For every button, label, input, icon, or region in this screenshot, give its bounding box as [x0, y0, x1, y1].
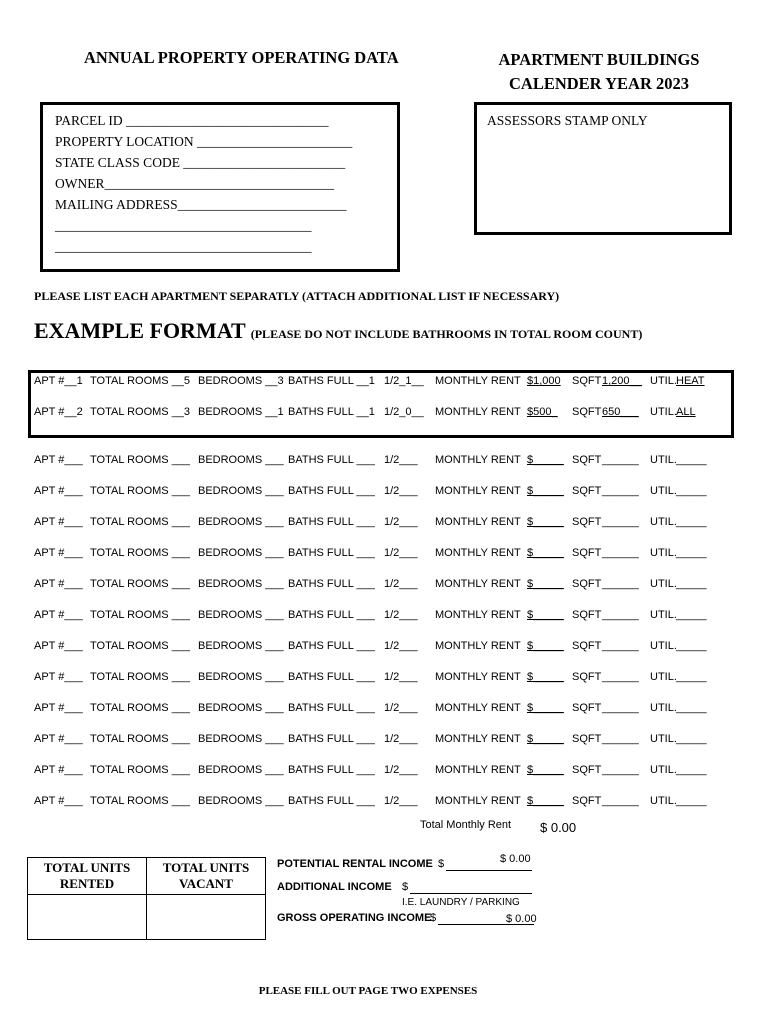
bedrooms[interactable]: BEDROOMS ___	[198, 516, 284, 528]
total-rooms[interactable]: TOTAL ROOMS ___	[90, 547, 191, 559]
monthly-rent-label: MONTHLY RENT	[435, 764, 521, 776]
mailing-address-line-3[interactable]: ______________________________________	[55, 239, 312, 254]
util-label: UTIL.	[650, 516, 677, 528]
monthly-rent-value[interactable]: $_____	[527, 640, 564, 652]
monthly-rent-label: MONTHLY RENT	[435, 733, 521, 745]
total-rooms[interactable]: TOTAL ROOMS ___	[90, 702, 191, 714]
util-label: UTIL.	[650, 547, 677, 559]
bedrooms[interactable]: BEDROOMS ___	[198, 547, 284, 559]
sqft-label: SQFT	[572, 375, 602, 387]
baths-half[interactable]: 1/2___	[384, 578, 418, 590]
apt-number[interactable]: APT #___	[34, 454, 83, 466]
units-table-header	[28, 858, 266, 895]
bedrooms[interactable]: BEDROOMS ___	[198, 578, 284, 590]
sqft-value[interactable]: 650___	[602, 406, 639, 418]
monthly-rent-value[interactable]: $_____	[527, 609, 564, 621]
total-rooms[interactable]: TOTAL ROOMS ___	[90, 609, 191, 621]
potential-income-label: POTENTIAL RENTAL INCOME	[277, 858, 433, 870]
util-label: UTIL.	[650, 702, 677, 714]
bedrooms[interactable]: BEDROOMS ___	[198, 795, 284, 807]
sqft-value[interactable]: ______	[602, 702, 639, 714]
sqft-label: SQFT	[572, 671, 602, 683]
baths-half[interactable]: 1/2___	[384, 609, 418, 621]
monthly-rent-label: MONTHLY RENT	[435, 795, 521, 807]
util-label: UTIL.	[650, 406, 677, 418]
potential-income-value[interactable]: $ 0.00	[500, 853, 531, 865]
sqft-value[interactable]: ______	[602, 516, 639, 528]
sqft-label: SQFT	[572, 547, 602, 559]
util-value[interactable]: _____	[676, 671, 707, 683]
bedrooms[interactable]: BEDROOMS ___	[198, 733, 284, 745]
potential-income-dollar: $	[438, 858, 445, 870]
util-value[interactable]: HEAT	[676, 375, 705, 387]
bedrooms[interactable]: BEDROOMS ___	[198, 764, 284, 776]
gross-income-label: GROSS OPERATING INCOME	[277, 912, 432, 924]
apt-number[interactable]: APT #___	[34, 547, 83, 559]
util-value[interactable]: _____	[676, 578, 707, 590]
monthly-rent-value[interactable]: $_____	[527, 733, 564, 745]
sqft-label: SQFT	[572, 406, 602, 418]
util-value[interactable]: _____	[676, 795, 707, 807]
owner-field[interactable]: OWNER__________________________________	[55, 176, 334, 191]
apartment-row	[0, 485, 770, 501]
monthly-rent-value[interactable]: $500_	[527, 406, 558, 418]
baths-half[interactable]: 1/2_1__	[384, 375, 424, 387]
instructions-text: PLEASE LIST EACH APARTMENT SEPARATLY (ATTACH ADDITIONAL LIST IF NECESSARY)	[34, 289, 560, 303]
monthly-rent-value[interactable]: $_____	[527, 485, 564, 497]
mailing-address-field[interactable]: MAILING ADDRESS_________________________	[55, 197, 347, 212]
baths-full[interactable]: BATHS FULL __1	[288, 375, 375, 387]
apartment-row	[0, 578, 770, 594]
total-rooms[interactable]: TOTAL ROOMS ___	[90, 485, 191, 497]
total-monthly-rent-label: Total Monthly Rent	[420, 819, 512, 831]
bedrooms[interactable]: BEDROOMS __3	[198, 375, 284, 387]
additional-income-label: ADDITIONAL INCOME	[277, 881, 392, 893]
baths-full[interactable]: BATHS FULL __1	[288, 406, 375, 418]
sqft-label: SQFT	[572, 454, 602, 466]
sqft-value[interactable]: ______	[602, 547, 639, 559]
baths-full[interactable]: BATHS FULL ___	[288, 640, 375, 652]
sqft-value[interactable]: ______	[602, 640, 639, 652]
total-rooms[interactable]: TOTAL ROOMS __5	[90, 375, 191, 387]
util-value[interactable]: _____	[676, 702, 707, 714]
sqft-value[interactable]: ______	[602, 578, 639, 590]
apartment-row	[0, 454, 770, 470]
sqft-label: SQFT	[572, 702, 602, 714]
baths-half[interactable]: 1/2_0__	[384, 406, 424, 418]
units-table	[27, 857, 266, 940]
monthly-rent-label: MONTHLY RENT	[435, 640, 521, 652]
sqft-value[interactable]: ______	[602, 764, 639, 776]
apartment-row	[0, 733, 770, 749]
util-label: UTIL.	[650, 485, 677, 497]
util-value[interactable]: _____	[676, 454, 707, 466]
util-value[interactable]: _____	[676, 485, 707, 497]
apt-number[interactable]: APT #___	[34, 733, 83, 745]
sqft-label: SQFT	[572, 485, 602, 497]
util-label: UTIL.	[650, 795, 677, 807]
baths-full[interactable]: BATHS FULL ___	[288, 578, 375, 590]
monthly-rent-label: MONTHLY RENT	[435, 454, 521, 466]
total-monthly-rent-value: $ 0.00	[540, 820, 577, 835]
baths-half[interactable]: 1/2___	[384, 733, 418, 745]
mailing-address-line-2[interactable]: ______________________________________	[55, 218, 312, 233]
form-subtitle	[486, 48, 712, 96]
apt-number[interactable]: APT #___	[34, 702, 83, 714]
util-value[interactable]: _____	[676, 733, 707, 745]
apt-number[interactable]: APT #___	[34, 764, 83, 776]
util-value[interactable]: ALL	[676, 406, 696, 418]
monthly-rent-label: MONTHLY RENT	[435, 671, 521, 683]
units-rented-line-2: RENTED	[59, 876, 115, 891]
apt-number[interactable]: APT #___	[34, 640, 83, 652]
units-table-values	[28, 895, 266, 940]
parcel-info-box	[40, 102, 400, 272]
total-rooms[interactable]: TOTAL ROOMS __3	[90, 406, 191, 418]
apt-number[interactable]: APT #__1	[34, 375, 83, 387]
sqft-label: SQFT	[572, 609, 602, 621]
total-rooms[interactable]: TOTAL ROOMS ___	[90, 795, 191, 807]
baths-full[interactable]: BATHS FULL ___	[288, 764, 375, 776]
monthly-rent-label: MONTHLY RENT	[435, 609, 521, 621]
apartment-row	[0, 795, 770, 811]
sqft-label: SQFT	[572, 764, 602, 776]
util-label: UTIL.	[650, 609, 677, 621]
util-label: UTIL.	[650, 671, 677, 683]
total-rooms[interactable]: TOTAL ROOMS ___	[90, 671, 191, 683]
potential-income-line	[446, 870, 532, 871]
monthly-rent-value[interactable]: $_____	[527, 454, 564, 466]
stamp-label: ASSESSORS STAMP ONLY	[487, 113, 648, 128]
total-rooms[interactable]: TOTAL ROOMS ___	[90, 733, 191, 745]
bedrooms[interactable]: BEDROOMS ___	[198, 454, 284, 466]
apartment-row	[0, 764, 770, 780]
sqft-value[interactable]: ______	[602, 454, 639, 466]
property-location-field[interactable]: PROPERTY LOCATION _______________________	[55, 134, 353, 149]
monthly-rent-value[interactable]: $_____	[527, 671, 564, 683]
monthly-rent-label: MONTHLY RENT	[435, 547, 521, 559]
baths-half[interactable]: 1/2___	[384, 640, 418, 652]
baths-full[interactable]: BATHS FULL ___	[288, 516, 375, 528]
bedrooms[interactable]: BEDROOMS ___	[198, 702, 284, 714]
apartment-row	[0, 702, 770, 718]
monthly-rent-label: MONTHLY RENT	[435, 375, 521, 387]
baths-full[interactable]: BATHS FULL ___	[288, 547, 375, 559]
additional-income-note: I.E. LAUNDRY / PARKING	[402, 897, 520, 908]
units-rented-header	[28, 858, 147, 895]
units-rented-line-1: TOTAL UNITS	[43, 860, 131, 875]
total-rooms[interactable]: TOTAL ROOMS ___	[90, 454, 191, 466]
baths-half[interactable]: 1/2___	[384, 454, 418, 466]
baths-half[interactable]: 1/2___	[384, 547, 418, 559]
total-rooms[interactable]: TOTAL ROOMS ___	[90, 578, 191, 590]
apartment-row	[0, 516, 770, 532]
util-label: UTIL.	[650, 375, 677, 387]
units-rented-input[interactable]	[28, 895, 147, 940]
footer-note: PLEASE FILL OUT PAGE TWO EXPENSES	[258, 985, 478, 997]
apt-number[interactable]: APT #___	[34, 578, 83, 590]
sqft-label: SQFT	[572, 578, 602, 590]
sqft-value[interactable]: ______	[602, 485, 639, 497]
baths-half[interactable]: 1/2___	[384, 671, 418, 683]
monthly-rent-value[interactable]: $_____	[527, 516, 564, 528]
form-title: ANNUAL PROPERTY OPERATING DATA	[84, 48, 399, 67]
units-vacant-input[interactable]	[147, 895, 266, 940]
apartment-row	[0, 640, 770, 656]
sqft-label: SQFT	[572, 733, 602, 745]
gross-income-dollar: $	[430, 912, 437, 924]
sqft-value[interactable]: ______	[602, 733, 639, 745]
example-apartment-row	[0, 406, 770, 422]
assessor-stamp-box	[474, 102, 732, 235]
monthly-rent-label: MONTHLY RENT	[435, 516, 521, 528]
baths-half[interactable]: 1/2___	[384, 795, 418, 807]
sqft-value[interactable]: ______	[602, 795, 639, 807]
util-value[interactable]: _____	[676, 609, 707, 621]
subtitle-line-2: CALENDER YEAR 2023	[509, 74, 689, 93]
monthly-rent-value[interactable]: $_____	[527, 764, 564, 776]
util-label: UTIL.	[650, 640, 677, 652]
monthly-rent-label: MONTHLY RENT	[435, 485, 521, 497]
bedrooms[interactable]: BEDROOMS __1	[198, 406, 284, 418]
baths-full[interactable]: BATHS FULL ___	[288, 671, 375, 683]
util-value[interactable]: _____	[676, 547, 707, 559]
total-rooms[interactable]: TOTAL ROOMS ___	[90, 640, 191, 652]
apt-number[interactable]: APT #___	[34, 671, 83, 683]
units-vacant-line-1: TOTAL UNITS	[162, 860, 250, 875]
util-value[interactable]: _____	[676, 764, 707, 776]
sqft-value[interactable]: ______	[602, 671, 639, 683]
baths-half[interactable]: 1/2___	[384, 485, 418, 497]
monthly-rent-label: MONTHLY RENT	[435, 406, 521, 418]
sqft-label: SQFT	[572, 640, 602, 652]
units-vacant-line-2: VACANT	[179, 876, 233, 891]
example-heading	[34, 318, 642, 344]
baths-half[interactable]: 1/2___	[384, 516, 418, 528]
util-label: UTIL.	[650, 733, 677, 745]
bedrooms[interactable]: BEDROOMS ___	[198, 485, 284, 497]
apt-number[interactable]: APT #___	[34, 795, 83, 807]
additional-income-input[interactable]	[410, 893, 532, 894]
baths-half[interactable]: 1/2___	[384, 702, 418, 714]
apartment-row	[0, 547, 770, 563]
util-label: UTIL.	[650, 454, 677, 466]
apartment-row	[0, 671, 770, 687]
monthly-rent-value[interactable]: $_____	[527, 702, 564, 714]
subtitle-line-1: APARTMENT BUILDINGS	[498, 50, 700, 69]
sqft-label: SQFT	[572, 516, 602, 528]
gross-income-value[interactable]: $ 0.00	[506, 913, 537, 925]
parcel-id-field[interactable]: PARCEL ID ______________________________	[55, 113, 329, 128]
sqft-value[interactable]: ______	[602, 609, 639, 621]
monthly-rent-value[interactable]: $_____	[527, 547, 564, 559]
example-title: EXAMPLE FORMAT	[34, 318, 246, 343]
bedrooms[interactable]: BEDROOMS ___	[198, 640, 284, 652]
additional-income-dollar: $	[402, 881, 409, 893]
sqft-value[interactable]: 1,200__	[602, 375, 642, 387]
example-apartment-row	[0, 375, 770, 391]
apt-number[interactable]: APT #__2	[34, 406, 83, 418]
util-label: UTIL.	[650, 578, 677, 590]
apt-number[interactable]: APT #___	[34, 609, 83, 621]
baths-full[interactable]: BATHS FULL ___	[288, 485, 375, 497]
units-vacant-header	[147, 858, 266, 895]
bedrooms[interactable]: BEDROOMS ___	[198, 609, 284, 621]
baths-full[interactable]: BATHS FULL ___	[288, 795, 375, 807]
total-rooms[interactable]: TOTAL ROOMS ___	[90, 764, 191, 776]
monthly-rent-label: MONTHLY RENT	[435, 702, 521, 714]
apartment-row	[0, 609, 770, 625]
util-value[interactable]: _____	[676, 640, 707, 652]
apt-number[interactable]: APT #___	[34, 485, 83, 497]
monthly-rent-value[interactable]: $_____	[527, 578, 564, 590]
state-class-code-field[interactable]: STATE CLASS CODE ________________________	[55, 155, 346, 170]
monthly-rent-value[interactable]: $_____	[527, 795, 564, 807]
example-note: (PLEASE DO NOT INCLUDE BATHROOMS IN TOTAL ROOM COUNT)	[250, 327, 643, 341]
apt-number[interactable]: APT #___	[34, 516, 83, 528]
monthly-rent-label: MONTHLY RENT	[435, 578, 521, 590]
util-value[interactable]: _____	[676, 516, 707, 528]
total-rooms[interactable]: TOTAL ROOMS ___	[90, 516, 191, 528]
sqft-label: SQFT	[572, 795, 602, 807]
util-label: UTIL.	[650, 764, 677, 776]
baths-half[interactable]: 1/2___	[384, 764, 418, 776]
baths-full[interactable]: BATHS FULL ___	[288, 702, 375, 714]
monthly-rent-value[interactable]: $1,000	[527, 375, 561, 387]
baths-full[interactable]: BATHS FULL ___	[288, 733, 375, 745]
bedrooms[interactable]: BEDROOMS ___	[198, 671, 284, 683]
baths-full[interactable]: BATHS FULL ___	[288, 609, 375, 621]
baths-full[interactable]: BATHS FULL ___	[288, 454, 375, 466]
